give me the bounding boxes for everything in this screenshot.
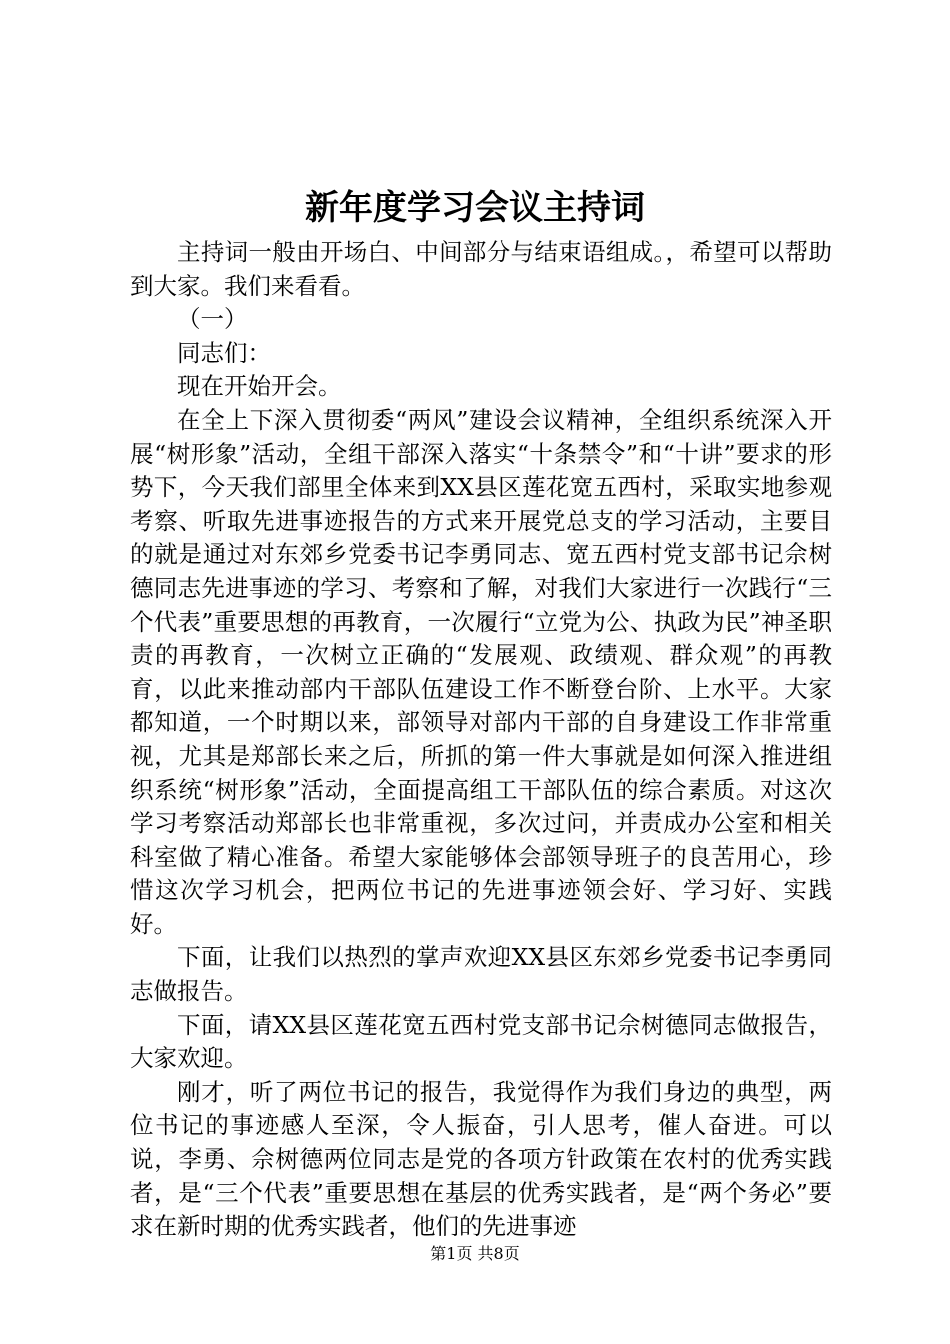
paragraph-summary: 刚才，听了两位书记的报告，我觉得作为我们身边的典型，两位书记的事迹感人至深，令人振奋，引人思考，催人奋进。可以说，李勇、佘树德两位同志是党的各项方针政策在农村的优秀实践者，是“三个代表”重要思想在基层的优秀实践者，是“两个务必”要求在新时期的优秀实践者，他们的先进事迹 — [130, 1077, 832, 1241]
document-body — [130, 236, 832, 1244]
paragraph-salutation: 同志们： — [177, 338, 271, 367]
paragraph-main: 在全上下深入贯彻委“两风”建设会议精神，全组织系统深入开展“树形象”活动，全组干部深入落实“十条禁令”和“十讲”要求的形势下，今天我们部里全体来到XX县区莲花宽五西村，采取实地参观考察、听取先进事迹报告的方式来开展党总支的学习活动，主要目的就是通过对东郊乡党委书记李勇同志、宽五西村党支部书记佘树德同志先进事迹的学习、考察和了解，对我们大家进行一次践行“三个代表”重要思想的再教育，一次履行“立党为公、执政为民”神圣职责的再教育，一次树立正确的“发展观、政绩观、群众观”的再教育，以此来推动部内干部队伍建设工作不断登台阶、上水平。大家都知道，一个时期以来，部领导对部内干部的自身建设工作非常重视，尤其是郑部长来之后，所抓的第一件大事就是如何深入推进组织系统“树形象”活动，全面提高组工干部队伍的综合素质。对这次学习考察活动郑部长也非常重视，多次过问，并责成办公室和相关科室做了精心准备。希望大家能够体会部领导班子的良苦用心，珍惜这次学习机会，把两位书记的先进事迹领会好、学习好、实践好。 — [130, 405, 832, 938]
paragraph-section-number: （一） — [177, 305, 248, 334]
paragraph-opening: 现在开始开会。 — [177, 372, 342, 401]
paragraph-first-report: 下面，让我们以热烈的掌声欢迎XX县区东郊乡党委书记李勇同志做报告。 — [130, 943, 832, 1006]
paragraph-intro: 主持词一般由开场白、中间部分与结束语组成。，希望可以帮助到大家。我们来看看。 — [130, 238, 832, 300]
paragraph-second-report: 下面，请XX县区莲花宽五西村党支部书记佘树德同志做报告，大家欢迎。 — [130, 1010, 832, 1073]
page-number-footer: 第1页 共8页 — [430, 1244, 520, 1263]
document-title: 新年度学习会议主持词 — [305, 188, 645, 228]
